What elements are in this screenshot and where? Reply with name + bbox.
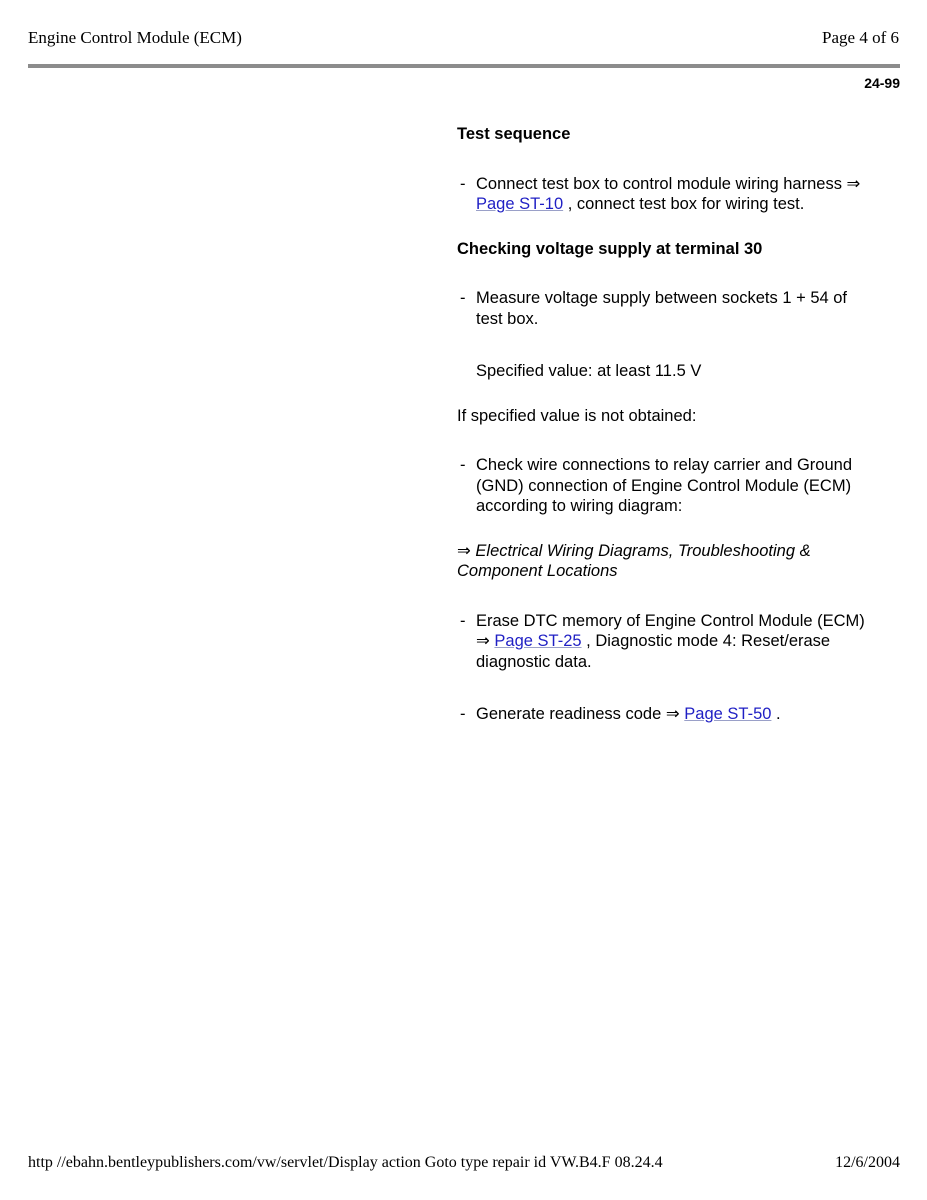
step-text: Check wire connections to relay carrier and Ground (GND) connection of Engine Control Module (ECM) according to wiring diagram: [476,456,853,515]
step-erase-dtc [457,611,877,673]
bullet-dash: - [460,289,466,307]
step-text: , Diagnostic mode 4: Reset/erase diagnostic data. [476,632,831,671]
step-check-wire-connections [457,455,877,517]
header-divider [28,64,900,68]
step-measure-voltage [457,288,877,329]
bullet-dash: - [460,456,466,474]
print-date: 12/6/2004 [835,1154,900,1171]
bullet-dash: - [460,705,466,723]
step-generate-readiness [457,704,877,725]
page-st-50-link[interactable]: Page ST-50 [684,705,772,723]
step-text: Erase DTC memory of Engine Control Module (ECM) ⇒ [476,611,865,650]
page-st-10-link[interactable]: Page ST-10 [476,195,564,213]
source-url: http //ebahn.bentleypublishers.com/vw/servlet/Display action Goto type repair id VW.B4.F 08.24.4 [28,1154,663,1171]
page-indicator: Page 4 of 6 [822,28,899,47]
section-code: 24-99 [864,75,900,91]
step-text: , connect test box for wiring test. [563,195,805,213]
step-text: . [771,705,781,723]
wiring-diagram-reference: ⇒ Electrical Wiring Diagrams, Troubleshooting & Component Locations [457,541,811,580]
test-sequence-heading: Test sequence [457,125,571,143]
step-text: Generate readiness code ⇒ [476,705,685,723]
document-title: Engine Control Module (ECM) [28,28,242,47]
condition-text: If specified value is not obtained: [457,406,697,425]
bullet-dash: - [460,174,466,193]
bullet-dash: - [460,611,466,630]
specified-value: Specified value: at least 11.5 V [476,362,702,380]
step-text: Measure voltage supply between sockets 1 + 54 of test box. [476,289,848,328]
voltage-supply-heading: Checking voltage supply at terminal 30 [457,239,763,258]
page-st-25-link[interactable]: Page ST-25 [494,632,582,650]
procedure-content [457,124,877,725]
step-connect-test-box [457,174,877,215]
page-footer [28,1154,900,1172]
step-text: Connect test box to control module wiring harness ⇒ [476,174,861,193]
